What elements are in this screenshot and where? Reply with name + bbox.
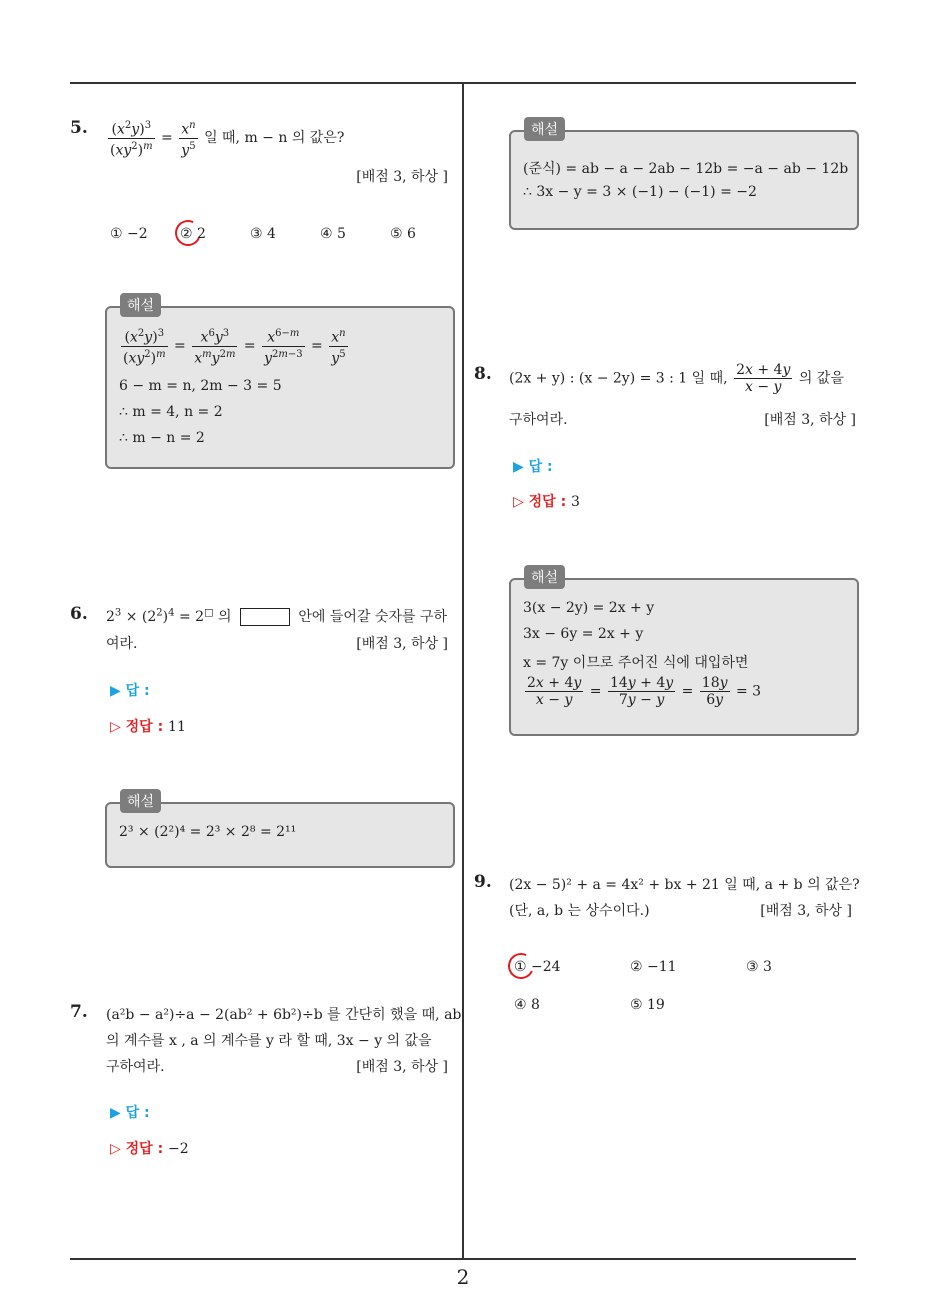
q5-fraction-lhs: $\frac{(x^2y)^3}{(xy^2)^m}$ [110,120,153,159]
q8-solution-box [509,578,859,736]
q9-choice-1[interactable]: ① −24 [514,959,561,975]
q6-text-prefix: 의 [217,609,232,625]
q6-correct [110,716,186,736]
q7-solution-box [509,130,859,230]
q7-number: 7. [70,1002,88,1022]
q5-number: 5. [70,118,88,138]
q8-number: 8. [474,364,492,384]
q7-solution-line-2: ∴ 3x − y = 3 × (−1) − (−1) = −2 [523,184,757,200]
q6-solution-line: 2³ × (2²)⁴ = 2³ × 2⁸ = 2¹¹ [119,824,297,840]
q5-solution-tag: 해설 [120,293,161,317]
q6-question-line-1: $2^3 \times (2^2)^4 = 2^□$ 의 안에 들어갈 숫자를 구하 [106,607,447,625]
q5-solution-line-1: 6 − m = n, 2m − 3 = 5 [119,378,282,394]
q7-answer-label: ▶ 답 : [110,1105,150,1121]
q5-choice-3[interactable]: ③ 4 [250,226,276,242]
q6-question-line-2: 여라. [106,636,138,652]
q7-question-line-3: 구하여라. [106,1059,165,1075]
q7-solution-tag: 해설 [524,117,565,141]
q9-selected-mark [504,949,537,982]
q8-solution-line-1: 3(x − 2y) = 2x + y [523,600,655,616]
q9-question-line-1: (2x − 5)² + a = 4x² + bx + 21 일 때, a + b 의 값은? [509,877,860,893]
q5-selected-mark [171,216,204,249]
q8-correct-value: 3 [571,494,580,510]
q5-choice-2[interactable]: ② 2 [180,226,206,242]
q8-fraction: $\frac{2x + 4y}{x - y}$ [736,362,791,395]
q8-line1-prefix: (2x + y) : (x − 2y) = 3 : 1 일 때, [509,370,728,387]
q7-points: [배점 3, 하상 ] [356,1059,448,1075]
q7-question-line-2: 의 계수를 x , a 의 계수를 y 라 할 때, 3x − y 의 값을 [106,1033,432,1049]
q8-solution-final-suffix: = 3 [736,683,762,700]
q9-number: 9. [474,872,492,892]
q8-correct-label: ▷ 정답 : [513,494,567,510]
q8-question-line-2: 구하여라. [509,412,568,428]
q9-choices-row-1 [514,959,772,975]
q8-solution-line-3: x = 7y 이므로 주어진 식에 대입하면 [523,655,749,671]
q8-solution-tag: 해설 [524,565,565,589]
q5-question: $\frac{(x^2y)^3}{(xy^2)^m}$ = $\frac{x^n}{y^5}$ 일 때, m − n 의 값은? [110,120,345,159]
q5-condition: 일 때, m − n 의 값은? [204,130,345,147]
q6-answer-blank [240,608,290,626]
q7-question-line-1: (a²b − a²)÷a − 2(ab² + 6b²)÷b 를 간단히 했을 때, ab [106,1007,462,1023]
q6-solution-tag: 해설 [120,789,161,813]
q9-choice-3[interactable]: ③ 3 [746,959,772,975]
q5-solution-line-2: ∴ m = 4, n = 2 [119,404,223,420]
q8-solution-final: $\frac{2x + 4y}{x - y}$ = $\frac{14y + 4y}{7y - y}$ = $\frac{18y}{6y}$ = 3 [527,675,762,708]
q6-correct-value: 11 [168,719,186,735]
q5-solution-line-3: ∴ m − n = 2 [119,430,205,446]
q9-points: [배점 3, 하상 ] [760,903,852,919]
q8-answer-label: ▶ 답 : [513,459,553,475]
q5-fraction-rhs: $\frac{x^n}{y^5}$ [181,120,196,159]
column-divider [462,83,464,1258]
q6-correct-label: ▷ 정답 : [110,719,164,735]
q8-solution-line-2: 3x − 6y = 2x + y [523,626,644,642]
q7-correct-value: −2 [168,1141,189,1157]
q8-question-line-1 [509,362,844,395]
q5-solution-box [105,306,455,469]
q9-choice-4[interactable]: ④ 8 [514,997,540,1013]
q5-solution-equation: $\frac{(x^2y)^3}{(xy^2)^m}$ = $\frac{x^6y^3}{x^my^{2m}}$ = $\frac{x^{6-m}}{y^{2m-3}}$ = $\frac{x^n}{y^5}$ [123,328,346,367]
q5-choice-1[interactable]: ① −2 [110,226,148,242]
q9-choices-row-2 [514,997,665,1013]
q7-correct [110,1138,189,1158]
bottom-rule [70,1258,856,1260]
q6-number: 6. [70,604,88,624]
q8-line1-suffix: 의 값을 [798,370,844,387]
q6-text-suffix: 안에 들어갈 숫자를 구하 [298,609,447,625]
q5-choice-4[interactable]: ④ 5 [320,226,346,242]
q6-points: [배점 3, 하상 ] [356,636,448,652]
q7-solution-line-1: (준식) = ab − a − 2ab − 12b = −a − ab − 12b [523,161,849,177]
q9-choice-5[interactable]: ⑤ 19 [630,997,665,1013]
q5-choice-5[interactable]: ⑤ 6 [390,226,416,242]
q6-answer-label: ▶ 답 : [110,683,150,699]
q8-correct [513,491,580,511]
q5-points: [배점 3, 하상 ] [356,169,448,185]
q8-points: [배점 3, 하상 ] [764,412,856,428]
q9-question-line-2: (단, a, b 는 상수이다.) [509,903,650,919]
page-number: 2 [456,1265,470,1289]
q5-choices [110,226,416,242]
q7-correct-label: ▷ 정답 : [110,1141,164,1157]
q9-choice-2[interactable]: ② −11 [630,959,677,975]
